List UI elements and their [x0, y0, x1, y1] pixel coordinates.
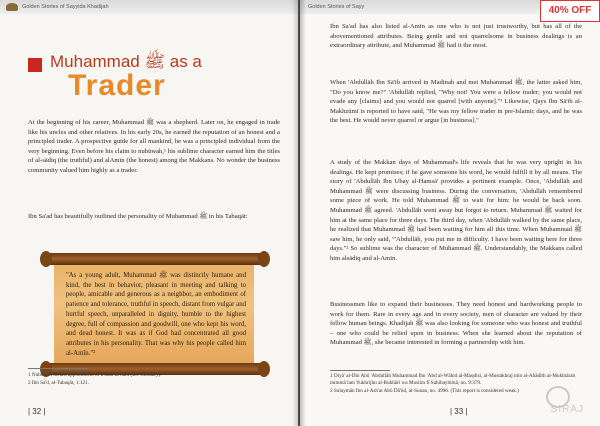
- scroll-quote-text: "As a young adult, Muhammad ﷺ was distinctly humane and kind, the best in behavior, pleasant in meeting and talking to people, amicable and generous as a neighbor, an embodiment of patience and tolerance, truthful in speech, distant from vulgar and hurtful speech, unparalleled in dignity, humble to the highest degree, full of compassion and goodwill, one who kept his word, and dead honest. It was as if God had concentrated all good attributes in his personality. That was why his people called him al-Amīn."²: [66, 272, 246, 357]
- right-page-number: | 33 |: [450, 407, 468, 416]
- right-paragraph-4: Businessmen like to expand their businesses. They need honest and hardworking people to work for them. Rare in every age and in every society, men of character are valued by their fellow human beings. Khadījah ﷺ was also looking for someone who was honest and truthful – one who could be relied upon in business. When she learned about the reputation of Muhammad ﷺ, she became interested in forming a partnership with him.: [330, 301, 582, 347]
- left-footnote-1: 1 Nubūwah means appointment of a man as nabī (see Glossary).: [28, 372, 162, 378]
- parchment-scroll-quote: [40, 243, 270, 385]
- book-logo-icon: [6, 3, 18, 11]
- discount-badge[interactable]: 40% OFF: [540, 0, 600, 22]
- left-page: [0, 0, 298, 426]
- chapter-title-prefix: Muhammad ﷺ as a: [50, 52, 202, 71]
- right-page: [300, 0, 600, 426]
- left-paragraph-2: Ibn Sa'ad has beautifully outlined the personality of Muhammad ﷺ in his Tabaqāt:: [28, 213, 248, 220]
- scroll-knob-icon: [258, 251, 270, 267]
- left-running-header: [0, 0, 298, 14]
- scroll-rod-top: [44, 253, 266, 265]
- right-header-text: Golden Stories of Sayy: [308, 4, 365, 10]
- book-spine-shadow: [292, 0, 306, 426]
- left-header-text: Golden Stories of Sayyida Khadijah: [22, 4, 109, 10]
- right-paragraph-3: A study of the Makkan days of Muhammad's life reveals that he was very upright in his dealings. He kept promises; if he gave someone his word, he would fulfill it by all means. The story of 'Abdullāh Ibn Ubay al-Hamsā' provides a pertinent example. Once, 'Abdullāh and Muhammad ﷺ were discussing business. During the conversation, 'Abdullāh remembered some piece of work. He told Muhammad ﷺ to wait for him: he would be back soon. Muhammad ﷺ agreed. 'Abdullāh went away but forgot to return. Muhammad ﷺ waited for him at the same place for three days. The third day, when 'Abdullāh walked by the same place, he realized that Muhammad ﷺ had been waiting for him all this time. When Muhammad ﷺ saw him, he only said, "'Abdullāh, you put me in difficulty. I have been waiting here for three days."² So sublime was the character of Muhammad ﷺ. Understandably, the Makkans called him alsādiq and al-Amīn.: [330, 159, 583, 262]
- left-footnote-2: 2 Ibn Sa'd, al-Tabaqāt, 1:121.: [28, 380, 89, 386]
- left-paragraph-1: At the beginning of his career, Muhammad ﷺ was a shepherd. Later on, he engaged in trade like his uncles and other relatives. In his early 20s, he earned the reputation of an honest and a principled trader. A prospective guide for all mankind, he was a principled individual from the very beginning. Even before his claim to nubūwah,¹ his sublime character earned him the titles of al-sādiq (the truthful) and alAmīn (the honest) among the Makkans. No wonder the business community valued him highly as a trader.: [28, 119, 280, 174]
- scroll-knob-icon: [40, 251, 52, 267]
- watermark-text: SIRAJ: [550, 404, 584, 415]
- right-footnote-2: 2 Sulaymān Ibn al-Ash'at Abū Dā'ūd, al-Sunan, no. 4996. (This report is considered weak.): [330, 388, 519, 394]
- red-square-marker: [28, 58, 42, 72]
- chapter-title-main: Trader: [68, 69, 166, 102]
- right-paragraph-1: Ibn Sa'ad has also listed al-Amīn as one who is not just trustworthy, but has all of the abovementioned attributes. Being gentle and not quarrelsome in business dealings is an extraordinary attribute, and Muhammad ﷺ had it the most.: [330, 23, 582, 50]
- footnote-divider: [28, 368, 88, 369]
- left-page-number: | 32 |: [28, 407, 46, 416]
- right-paragraph-2: When 'Abdullāh Ibn Sā'ib arrived in Madinah and met Muhammad ﷺ, the latter asked him, "Do you know me?" 'Abdullāh replied, "Why not! You were a fellow trader; you would not evade any [claims] and you would not quarrel [with anyone]."¹ Likewise, Qays Ibn Sā'ib al-Makhzūmī is reported to have said, "He was my fellow trader in pre-Islamic days, and he was the best. He would never quarrel or argue [in business].": [330, 79, 583, 125]
- footnote-divider: [330, 370, 390, 371]
- right-footnote-1: 1 Diyā' al-Dīn Abū 'Abdullāh Muhammad Ibn 'Abd al-Wāhid al-Maqdisī, al-Mustakhraj min al-Ahādīth al-Mukhtārah mimmā lam Yukhrijhu al-Bukhārī wa Muslim fī Sahīhayhimā, no. 9:379.: [330, 373, 576, 386]
